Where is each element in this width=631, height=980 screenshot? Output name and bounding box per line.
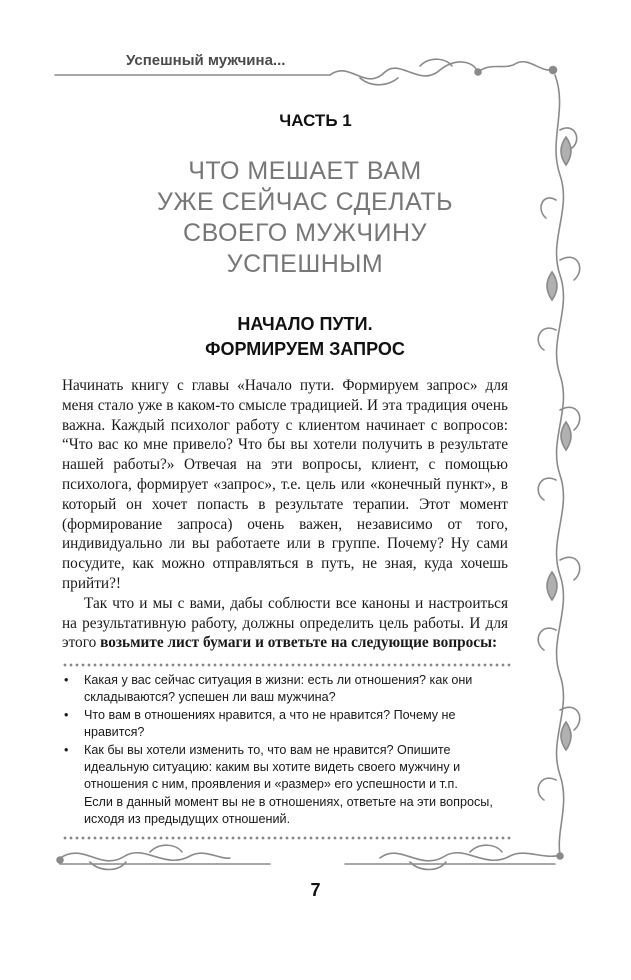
list-item <box>62 672 512 705</box>
question-text: Как бы вы хотели изменить то, что вам не нравится? Опишите идеальную ситуацию: каким вы хотите видеть своего мужчину и отношения с ним, проявления и «размер» его успешности и т.п. <box>84 743 461 791</box>
running-head: Успешный мужчина... <box>126 52 286 69</box>
list-item <box>62 742 512 792</box>
paragraph <box>62 594 508 653</box>
body-text <box>62 376 508 653</box>
bullet-icon: • <box>64 708 69 723</box>
top-flourish <box>330 62 478 79</box>
part-subtitle-line: УЖЕ СЕЙЧАС СДЕЛАТЬ <box>157 188 453 216</box>
paragraph-emphasis: возьмите лист бумаги и ответьте на следующие вопросы: <box>100 634 498 652</box>
question-text: Что вам в отношениях нравится, а что не нравится? Почему не нравится? <box>84 708 456 739</box>
bullet-icon: • <box>64 743 69 758</box>
bullet-icon: • <box>64 673 69 687</box>
questions-box <box>62 672 512 827</box>
paragraph-text: Так что и мы с вами, дабы соблюсти все каноны и настроиться на результативную работу, должны определить цель работы. И для этого <box>62 594 508 652</box>
chapter-title-line: ФОРМИРУЕМ ЗАПРОС <box>205 339 405 359</box>
chapter-title <box>60 312 550 362</box>
bottom-flourish <box>60 853 230 861</box>
questions-note: Если в данный момент вы не в отношениях, ответьте на эти вопросы, исходя из предыдущих отношений. <box>84 795 493 826</box>
part-title: ЧАСТЬ 1 <box>279 111 352 130</box>
question-list <box>62 672 512 792</box>
list-item <box>62 707 512 740</box>
question-text: Какая у вас сейчас ситуация в жизни: есть ли отношения? как они складываются? успешен ли ваш мужчина? <box>84 673 473 704</box>
part-subtitle-line: СВОЕГО МУЖЧИНУ <box>183 219 427 247</box>
chapter-title-line: НАЧАЛО ПУТИ. <box>237 314 373 334</box>
page-number: 7 <box>310 880 321 900</box>
part-subtitle-line: УСПЕШНЫМ <box>226 250 384 278</box>
part-subtitle-line: ЧТО МЕШАЕТ ВАМ <box>188 157 422 185</box>
part-subtitle <box>60 156 550 280</box>
paragraph: Начинать книгу с главы «Начало пути. Формируем запрос» для меня стало уже в каком-то смысле традицией. И эта традиция очень важна. Каждый психолог работу с клиентом начинает с вопросов: “Что вас ко мне привело? Что бы вы хотели получить в результате нашей работы?» Отвечая на эти вопросы, клиент, с помощью психолога, формирует «запрос», т.е. цель или «конечный пункт», в который он хочет попасть в результате терапии. Этот момент (формирование запроса) очень важен, независимо от того, индивидуально ли вы работаете или в группе. Почему? Ну сами посудите, как можно отправляться в путь, не зная, куда хочешь прийти?! <box>62 377 508 592</box>
dotted-divider-bottom <box>62 836 512 840</box>
dotted-divider-top <box>62 663 512 667</box>
